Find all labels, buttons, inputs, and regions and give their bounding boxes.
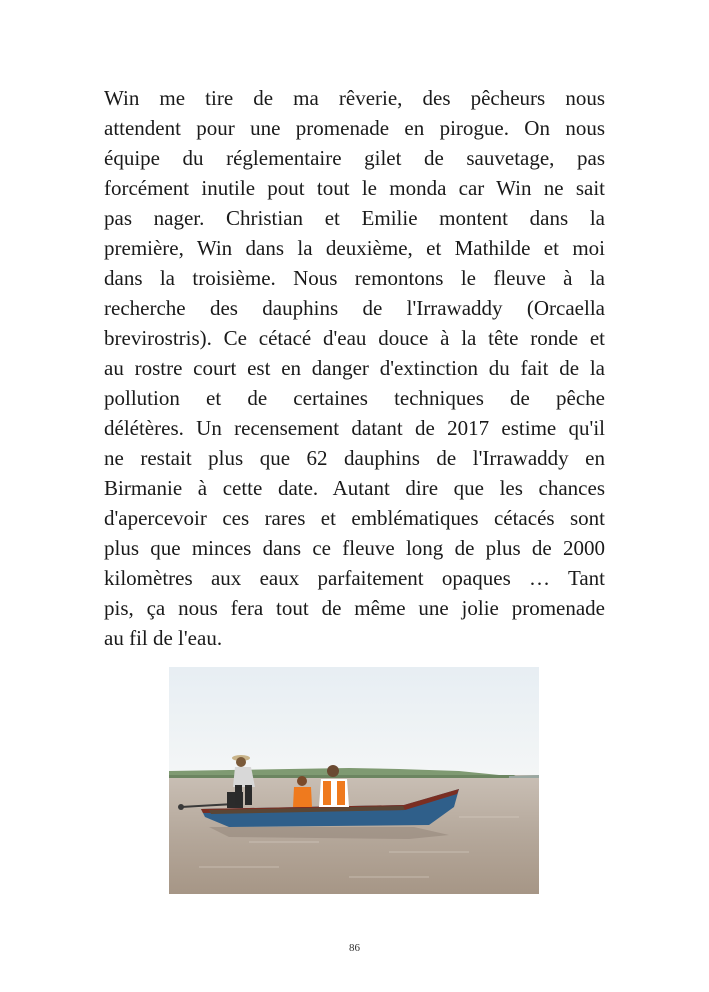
paragraph-line: au fil de l'eau. xyxy=(104,626,223,650)
paragraph-line: pollution et de certaines techniques de pêche xyxy=(104,386,605,410)
paragraph-line: attendent pour une promenade en pirogue. On nous xyxy=(104,116,605,140)
paragraph-line: dans la troisième. Nous remontons le fleuve à la xyxy=(104,266,605,290)
paragraph-line: équipe du réglementaire gilet de sauvetage, pas xyxy=(104,146,605,170)
paragraph-line: kilomètres aux eaux parfaitement opaques … Tant xyxy=(104,566,605,590)
paragraph-line: pas nager. Christian et Emilie montent dans la xyxy=(104,206,605,230)
paragraph-line: délétères. Un recensement datant de 2017 estime qu'il xyxy=(104,416,605,440)
paragraph-line: recherche des dauphins de l'Irrawaddy (Orcaella xyxy=(104,296,605,320)
paragraph-line: pis, ça nous fera tout de même une jolie promenade xyxy=(104,596,605,620)
river-boat-photo xyxy=(169,667,539,894)
paragraph-line: Birmanie à cette date. Autant dire que les chances xyxy=(104,476,605,500)
paragraph-line: brevirostris). Ce cétacé d'eau douce à la tête ronde et xyxy=(104,326,605,350)
paragraph-line: plus que minces dans ce fleuve long de plus de 2000 xyxy=(104,536,605,560)
page-number: 86 xyxy=(349,942,360,954)
paragraph-line: Win me tire de ma rêverie, des pêcheurs nous xyxy=(104,86,605,110)
paragraph-line: forcément inutile pout tout le monda car Win ne sait xyxy=(104,176,605,200)
photo-illustration xyxy=(169,667,539,894)
body-paragraph xyxy=(104,83,605,653)
paragraph-line: première, Win dans la deuxième, et Mathilde et moi xyxy=(104,236,605,260)
paragraph-line: d'apercevoir ces rares et emblématiques cétacés sont xyxy=(104,506,605,530)
sky xyxy=(169,667,539,777)
riverbank-shadow xyxy=(169,775,519,778)
paragraph-line: au rostre court est en danger d'extinction du fait de la xyxy=(104,356,605,380)
propeller xyxy=(178,804,184,810)
paragraph-line: ne restait plus que 62 dauphins de l'Irrawaddy en xyxy=(104,446,605,470)
